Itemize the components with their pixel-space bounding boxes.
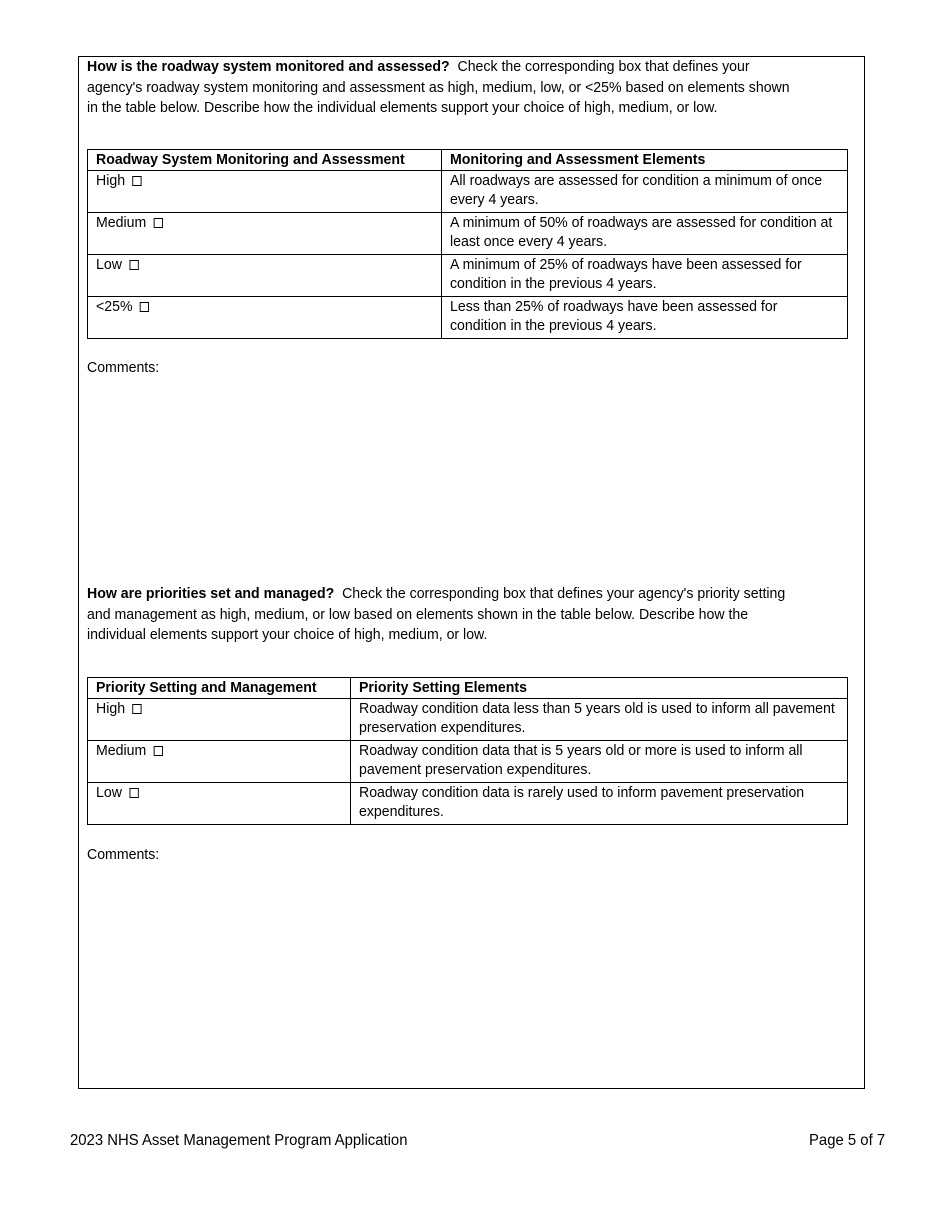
level-cell [88, 699, 351, 741]
table-row [88, 297, 848, 339]
section2-table [87, 677, 848, 825]
level-label: Medium [96, 214, 147, 231]
table-header: Priority Setting Elements [350, 678, 847, 699]
footer-title: 2023 NHS Asset Management Program Application [70, 1132, 408, 1149]
table-header-row [88, 150, 848, 171]
table-header-row [88, 678, 848, 699]
level-cell [88, 297, 442, 339]
table-row [88, 741, 848, 783]
section2-comments-label: Comments: [87, 846, 160, 863]
section1-question-text: Check the corresponding box that defines your agency's roadway system monitoring and assessment as high, medium, low, or <25% based on elements shown in the table below. Describe how the individual elements support your choice of high, medium, or low. [87, 58, 790, 116]
element-cell: Roadway condition data is rarely used to inform pavement preservation expenditures. [350, 783, 847, 825]
checkbox-low[interactable] [129, 788, 138, 798]
level-cell [88, 783, 351, 825]
section1-question [87, 57, 794, 119]
checkbox-high[interactable] [133, 704, 142, 714]
table-row [88, 783, 848, 825]
table-header: Priority Setting and Management [88, 678, 351, 699]
level-label: Low [96, 784, 122, 801]
section1-table [87, 149, 848, 339]
checkbox-low[interactable] [129, 260, 138, 270]
level-label: <25% [96, 298, 133, 315]
element-cell: Less than 25% of roadways have been assessed for condition in the previous 4 years. [441, 297, 847, 339]
checkbox-medium[interactable] [154, 218, 163, 228]
table-row [88, 171, 848, 213]
table-row [88, 213, 848, 255]
section1-question-bold: How is the roadway system monitored and assessed? [87, 58, 450, 75]
element-cell: A minimum of 25% of roadways have been assessed for condition in the previous 4 years. [441, 255, 847, 297]
table-header: Roadway System Monitoring and Assessment [88, 150, 442, 171]
level-cell [88, 171, 442, 213]
level-label: Medium [96, 742, 147, 759]
section2-question-bold: How are priorities set and managed? [87, 585, 335, 602]
table-row [88, 699, 848, 741]
level-label: Low [96, 256, 122, 273]
element-cell: A minimum of 50% of roadways are assessed for condition at least once every 4 years. [441, 213, 847, 255]
element-cell: Roadway condition data that is 5 years old or more is used to inform all pavement preservation expenditures. [350, 741, 847, 783]
section1-comments-label: Comments: [87, 359, 160, 376]
section2-question-text: Check the corresponding box that defines your agency's priority setting and management as high, medium, or low based on elements shown in the table below. Describe how the individual elements support your choice of high, medium, or low. [87, 585, 786, 643]
table-header: Monitoring and Assessment Elements [441, 150, 847, 171]
element-cell: Roadway condition data less than 5 years old is used to inform all pavement preservation expenditures. [350, 699, 847, 741]
level-label: High [96, 700, 126, 717]
checkbox-medium[interactable] [154, 746, 163, 756]
checkbox-high[interactable] [133, 176, 142, 186]
checkbox-under-25[interactable] [140, 302, 149, 312]
level-cell [88, 255, 442, 297]
table-row [88, 255, 848, 297]
page-number: Page 5 of 7 [809, 1132, 886, 1149]
level-cell [88, 741, 351, 783]
level-cell [88, 213, 442, 255]
section2-question [87, 584, 794, 646]
element-cell: All roadways are assessed for condition a minimum of once every 4 years. [441, 171, 847, 213]
level-label: High [96, 172, 126, 189]
